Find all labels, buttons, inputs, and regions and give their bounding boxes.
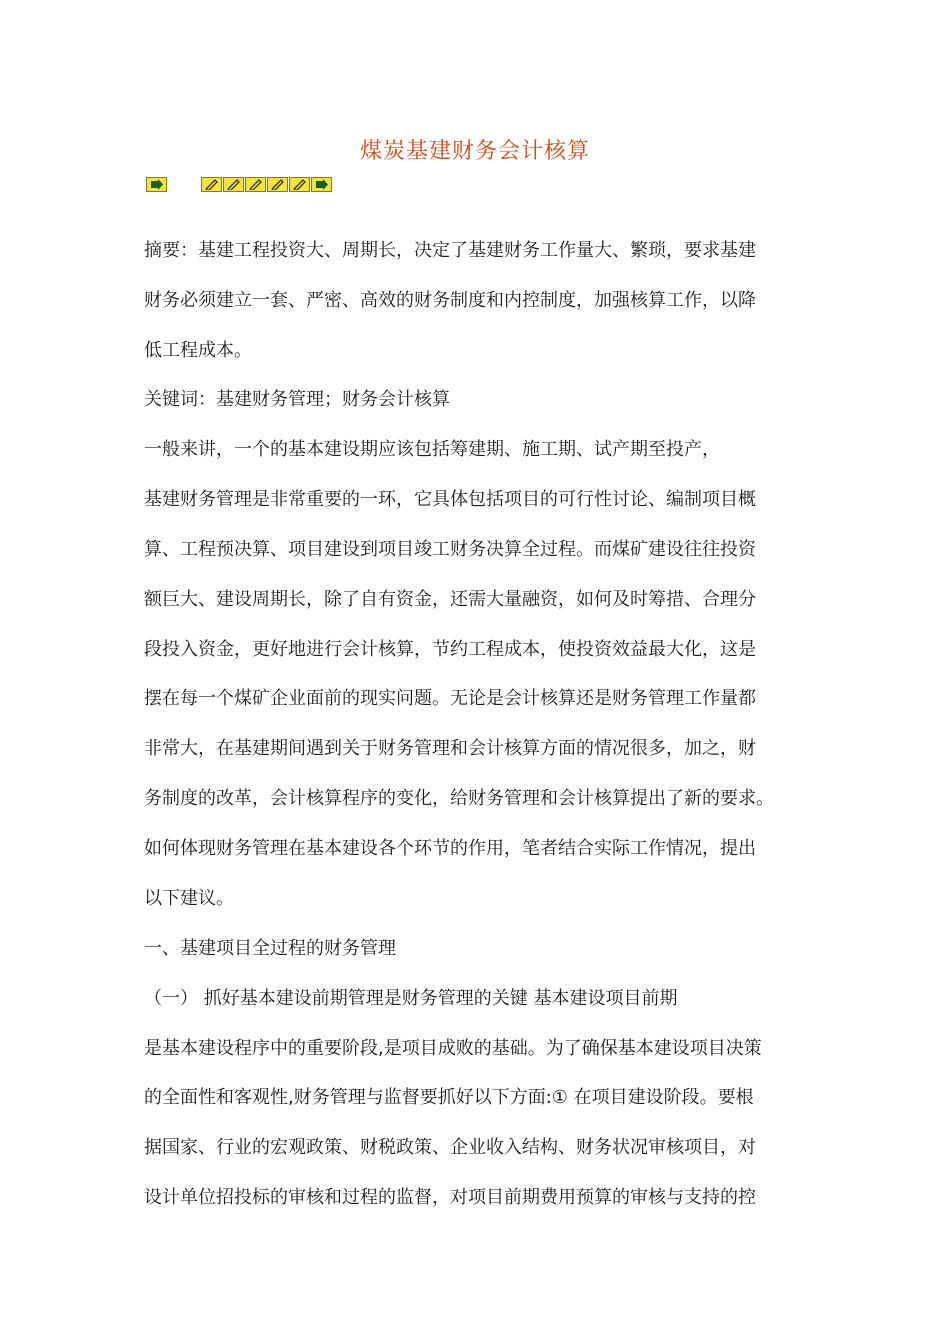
body-line: 务制度的改革，会计核算程序的变化，给财务管理和会计核算提出了新的要求。 xyxy=(144,788,774,809)
keywords-line: 关键词：基建财务管理；财务会计核算 xyxy=(144,389,450,410)
pencil-icon[interactable] xyxy=(223,177,244,192)
pencil-icon[interactable] xyxy=(289,177,310,192)
icon-row-right xyxy=(201,177,333,194)
body-line: 设计单位招投标的审核和过程的监督，对项目前期费用预算的审核与支持的控 xyxy=(144,1187,756,1208)
pencil-icon[interactable] xyxy=(267,177,288,192)
forward-arrow-icon[interactable] xyxy=(311,177,332,192)
icon-row-left xyxy=(146,177,167,194)
abstract-line-3: 低工程成本。 xyxy=(144,340,252,361)
body-line: 的全面性和客观性,财务管理与监督要抓好以下方面:① 在项目建设阶段。要根 xyxy=(144,1087,754,1108)
body-line: 摆在每一个煤矿企业面前的现实问题。无论是会计核算还是财务管理工作量都 xyxy=(144,688,756,709)
pencil-icon[interactable] xyxy=(201,177,222,192)
body-line: 非常大，在基建期间遇到关于财务管理和会计核算方面的情况很多，加之，财 xyxy=(144,738,756,759)
body-line: 是基本建设程序中的重要阶段,是项目成败的基础。为了确保基本建设项目决策 xyxy=(144,1038,762,1059)
abstract-line-2: 财务必须建立一套、严密、高效的财务制度和内控制度，加强核算工作，以降 xyxy=(144,290,756,311)
body-line: 段投入资金，更好地进行会计核算，节约工程成本，使投资效益最大化，这是 xyxy=(144,639,756,660)
section-heading: 一、基建项目全过程的财务管理 xyxy=(144,938,396,959)
forward-arrow-icon[interactable] xyxy=(146,177,167,192)
pencil-icon[interactable] xyxy=(245,177,266,192)
body-line: 以下建议。 xyxy=(144,888,234,909)
body-line: 如何体现财务管理在基本建设各个环节的作用，笔者结合实际工作情况，提出 xyxy=(144,838,756,859)
subsection-line: （一） 抓好基本建设前期管理是财务管理的关键 基本建设项目前期 xyxy=(144,988,678,1009)
abstract-line-1: 摘要：基建工程投资大、周期长，决定了基建财务工作量大、繁琐，要求基建 xyxy=(144,240,756,261)
body-line: 一般来讲，一个的基本建设期应该包括筹建期、施工期、试产期至投产， xyxy=(144,439,720,460)
document-title: 煤炭基建财务会计核算 xyxy=(359,139,590,164)
body-line: 据国家、行业的宏观政策、财税政策、企业收入结构、财务状况审核项目，对 xyxy=(144,1137,756,1158)
body-line: 算、工程预决算、项目建设到项目竣工财务决算全过程。而煤矿建设往往投资 xyxy=(144,539,756,560)
body-line: 基建财务管理是非常重要的一环，它具体包括项目的可行性讨论、编制项目概 xyxy=(144,489,756,510)
body-line: 额巨大、建设周期长，除了自有资金，还需大量融资，如何及时筹措、合理分 xyxy=(144,589,756,610)
